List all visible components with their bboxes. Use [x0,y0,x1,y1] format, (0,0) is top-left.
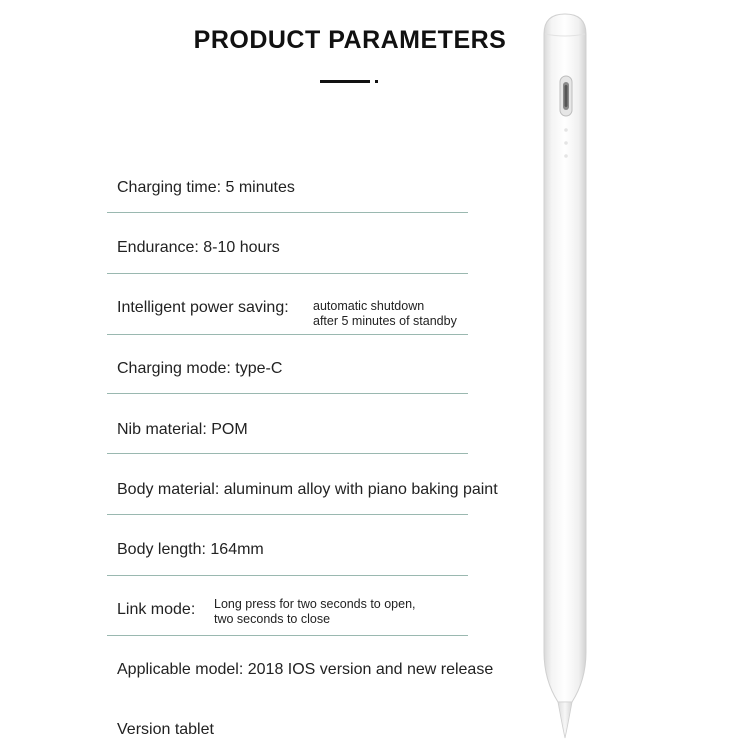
param-charging-mode: Charging mode: type-C [117,360,283,377]
page-title: PRODUCT PARAMETERS [193,26,507,54]
param-body-material: Body material: aluminum alloy with piano baking paint [117,481,498,498]
row-divider [107,393,468,394]
param-body-length: Body length: 164mm [117,541,264,558]
param-power-saving-label: Intelligent power saving: [117,299,289,316]
row-divider [107,212,468,213]
row-divider [107,575,468,576]
stylus-pen-icon [542,12,588,742]
row-divider [107,273,468,274]
param-endurance: Endurance: 8-10 hours [117,239,280,256]
param-link-mode-note-line1: Long press for two seconds to open, [214,597,416,611]
param-version-tablet: Version tablet [117,721,214,738]
param-applicable-model: Applicable model: 2018 IOS version and new release [117,661,494,678]
row-divider [107,514,468,515]
param-link-mode-label: Link mode: [117,601,196,618]
row-divider [107,453,468,454]
title-underline [320,80,370,83]
param-nib-material: Nib material: POM [117,421,248,438]
param-charging-time: Charging time: 5 minutes [117,179,295,196]
param-power-saving-note-line1: automatic shutdown [313,299,425,313]
param-link-mode-note-line2: two seconds to close [214,612,331,626]
param-power-saving-note-line2: after 5 minutes of standby [313,314,457,328]
title-underline-dot [375,80,378,83]
row-divider [107,334,468,335]
row-divider [107,635,468,636]
